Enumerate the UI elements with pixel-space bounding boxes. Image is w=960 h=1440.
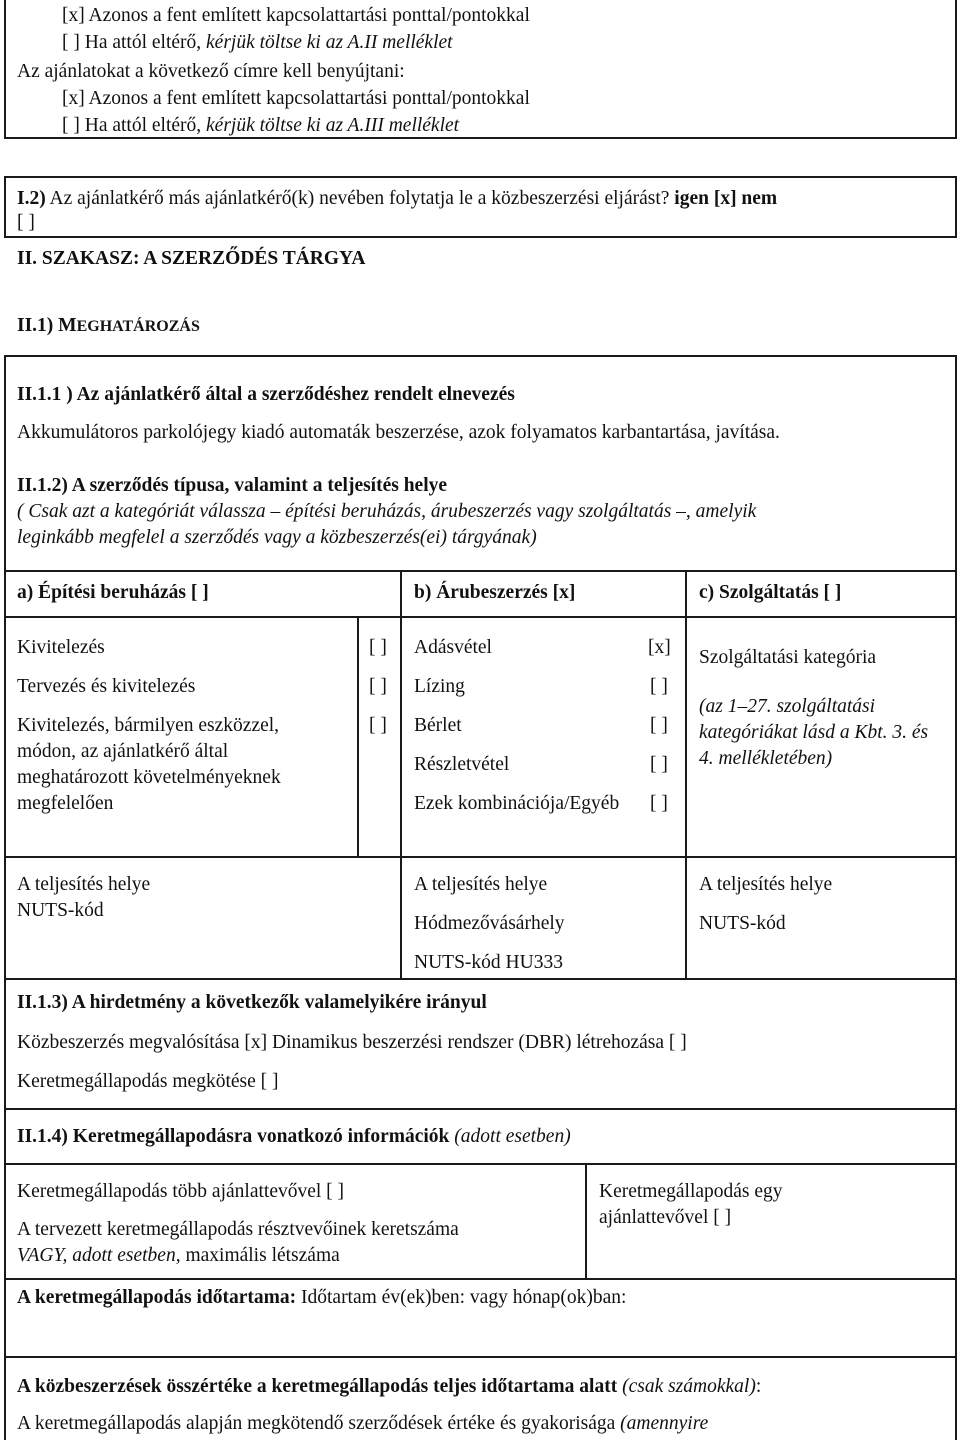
ii14-duration <box>17 1285 626 1311</box>
i2-right-border <box>955 176 957 238</box>
ii14-duration-bold: A keretmegállapodás időtartama: <box>17 1287 297 1308</box>
type-a-item-3-mark: [ ] <box>369 715 387 736</box>
ii14-value-italic: (amennyire <box>620 1413 709 1434</box>
type-b-item-1-mark: [x] <box>648 637 671 658</box>
i2-bottom-border <box>4 236 957 238</box>
ii14-right-text: Keretmegállapodás egy ajánlattevővel [ ] <box>599 1181 783 1228</box>
type-a-item-2-label: Tervezés és kivitelezés <box>17 676 196 697</box>
type-b-item-2-mark: [ ] <box>650 676 668 697</box>
type-a-item-1-mark: [ ] <box>369 637 387 658</box>
type-a-place-label: A teljesítés helye <box>17 874 151 895</box>
i2-question-text: Az ajánlatkérő más ajánlatkérő(k) nevében folytatja le a közbeszerzési eljárást? <box>45 188 675 209</box>
type-b-item-3-mark: [ ] <box>650 715 668 736</box>
i2-answer-continued: [ ] <box>17 212 35 233</box>
type-a-item-3-label: Kivitelezés, bármilyen eszközzel, módon, az ajánlatkérő által meghatározott követelményeknek megfelelően <box>17 715 281 814</box>
top-box-line-4: [x] Azonos a fent említett kapcsolattartási ponttal/pontokkal <box>62 88 530 109</box>
i2-answer: igen [x] nem <box>674 188 778 209</box>
ii1-prefix: II.1) M <box>17 315 77 336</box>
type-a-header: a) Építési beruházás [ ] <box>17 582 209 603</box>
types-a-mark-div <box>357 616 359 858</box>
ii1-rule <box>4 355 957 357</box>
top-box-line-5-plain: [ ] Ha attól eltérő, <box>62 115 207 136</box>
ii14-left-line-3-italic: VAGY, adott esetben, <box>17 1245 181 1266</box>
ii14-heading-bold: II.1.4) Keretmegállapodásra vonatkozó információk <box>17 1126 450 1147</box>
i2-top-border <box>4 176 957 178</box>
types-header-bottom <box>4 616 957 618</box>
type-a-item-1-label: Kivitelezés <box>17 637 105 658</box>
i2-question <box>17 186 777 212</box>
types-col-div-2 <box>685 570 687 980</box>
type-b-place-label: A teljesítés helye <box>414 874 548 895</box>
ii13-heading: II.1.3) A hirdetmény a következők valamelyikére irányul <box>17 992 487 1013</box>
top-box-line-3: Az ajánlatokat a következő címre kell benyújtani: <box>17 61 405 82</box>
i2-left-border <box>4 176 6 238</box>
ii14-box-bottom <box>4 1278 957 1280</box>
top-box-line-1: [x] Azonos a fent említett kapcsolattartási ponttal/pontokkal <box>62 5 530 26</box>
top-box-line-5-italic: kérjük töltse ki az A.III melléklet <box>206 115 460 136</box>
top-box-line-5 <box>62 113 459 139</box>
ii13-top-rule <box>4 978 957 980</box>
ii14-duration-rule <box>4 1356 957 1358</box>
type-c-note: (az 1–27. szolgáltatási kategóriákat lásd a Kbt. 3. és 4. mellékletében) <box>699 696 929 769</box>
top-box-left-border <box>4 0 6 138</box>
ii13-bottom-rule <box>4 1108 957 1110</box>
ii13-line-1: Közbeszerzés megvalósítása [x] Dinamikus beszerzési rendszer (DBR) létrehozása [ ] <box>17 1032 687 1053</box>
type-c-place-nuts: NUTS-kód <box>699 913 786 934</box>
ii14-total-bold: A közbeszerzések összértéke a keretmegállapodás teljes időtartama alatt <box>17 1376 618 1397</box>
type-b-item-1-label: Adásvétel <box>414 637 492 658</box>
type-b-item-4-mark: [ ] <box>650 754 668 775</box>
top-box-line-2-italic: kérjük töltse ki az A.II melléklet <box>206 32 453 53</box>
ii14-duration-plain: Időtartam év(ek)ben: vagy hónap(ok)ban: <box>296 1287 627 1308</box>
type-b-item-4-label: Részletvétel <box>414 754 510 775</box>
type-b-header: b) Árubeszerzés [x] <box>414 582 576 603</box>
top-box-right-border <box>955 0 957 138</box>
ii14-value-plain: A keretmegállapodás alapján megkötendő szerződések értéke és gyakorisága <box>17 1413 621 1434</box>
type-c-title: Szolgáltatási kategória <box>699 647 877 668</box>
ii14-heading-italic: (adott esetben) <box>449 1126 571 1147</box>
type-a-item-2-mark: [ ] <box>369 676 387 697</box>
ii14-left-line-3 <box>17 1243 340 1269</box>
type-c-header: c) Szolgáltatás [ ] <box>699 582 842 603</box>
ii12-note-line-2: leginkább megfelel a szerződés vagy a közbeszerzés(ei) tárgyának) <box>17 527 537 548</box>
ii14-heading <box>17 1124 571 1150</box>
ii12-note-line-1: ( Csak azt a kategóriát válassza – építési beruházás, árubeszerzés vagy szolgáltatás –, amelyik <box>17 501 757 522</box>
types-col-div-1 <box>400 570 402 980</box>
i2-prefix: I.2) <box>17 188 46 209</box>
ii14-col-div <box>585 1163 587 1280</box>
types-items-bottom <box>4 856 957 858</box>
types-header-top <box>4 570 957 572</box>
type-a-place-nuts: NUTS-kód <box>17 900 104 921</box>
ii14-total-colon: : <box>755 1376 762 1397</box>
type-b-item-5-mark: [ ] <box>650 793 668 814</box>
ii14-left-line-1: Keretmegállapodás több ajánlattevővel [ ] <box>17 1181 345 1202</box>
ii14-box-top <box>4 1163 957 1165</box>
ii14-total-italic: (csak számokkal) <box>617 1376 756 1397</box>
ii11-text: Akkumulátoros parkolójegy kiadó automaták beszerzése, azok folyamatos karbantartása, javítása. <box>17 422 780 443</box>
type-b-place-nuts: NUTS-kód HU333 <box>414 952 563 973</box>
section-2-heading: II. SZAKASZ: A SZERZŐDÉS TÁRGYA <box>17 248 366 269</box>
ii1-smallcaps: EGHATÁROZÁS <box>76 318 200 335</box>
ii14-left-line-3-plain: maximális létszáma <box>180 1245 340 1266</box>
top-box-line-2-plain: [ ] Ha attól eltérő, <box>62 32 207 53</box>
ii14-total-value <box>17 1374 761 1400</box>
ii13-line-2: Keretmegállapodás megkötése [ ] <box>17 1071 279 1092</box>
type-b-item-2-label: Lízing <box>414 676 465 697</box>
top-box-line-2 <box>62 30 453 56</box>
ii1-heading <box>17 313 200 340</box>
ii11-heading: II.1.1 ) Az ajánlatkérő által a szerződéshez rendelt elnevezés <box>17 384 515 405</box>
type-b-place-city: Hódmezővásárhely <box>414 913 565 934</box>
ii12-heading: II.1.2) A szerződés típusa, valamint a teljesítés helye <box>17 475 448 496</box>
type-c-place-label: A teljesítés helye <box>699 874 833 895</box>
type-b-item-3-label: Bérlet <box>414 715 462 736</box>
ii14-contract-value <box>17 1411 708 1437</box>
ii14-left-line-2: A tervezett keretmegállapodás résztvevőinek keretszáma <box>17 1219 459 1240</box>
type-b-item-5-label: Ezek kombinációja/Egyéb <box>414 793 620 814</box>
